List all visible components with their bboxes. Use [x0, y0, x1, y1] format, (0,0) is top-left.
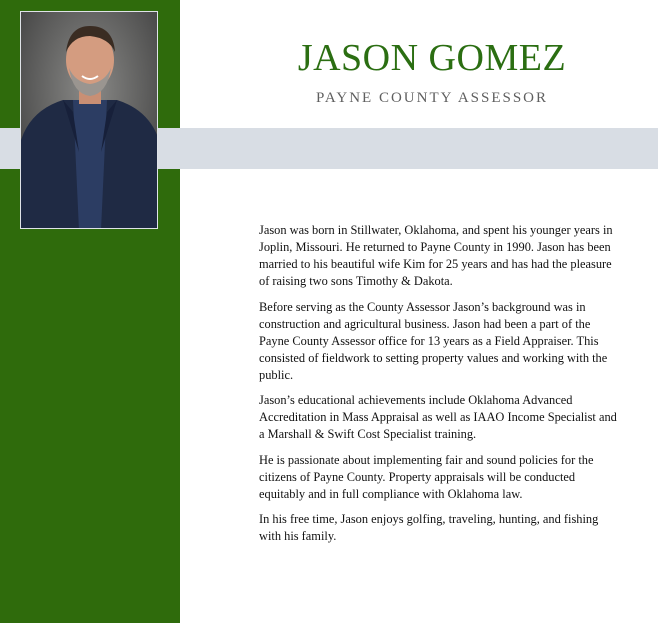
bio-paragraph: He is passionate about implementing fair and sound policies for the citizens of Payne County. Property appraisals will be conducted equitably and in full compliance with Oklahoma law. [259, 452, 594, 501]
bio-paragraph: Before serving as the County Assessor Jason’s background was in construction and agricultural business. Jason had been a part of the Payne County Assessor office for 13 years as a Field Appraiser. This consisted of fieldwork to setting property values and working with the public. [259, 299, 608, 382]
bio-paragraph: Jason’s educational achievements include Oklahoma Advanced Accreditation in Mass Appraisal as well as IAAO Income Specialist and a Marshall & Swift Cost Specialist training. [259, 393, 617, 441]
bio-paragraph: In his free time, Jason enjoys golfing, traveling, hunting, and fishing with his family. [259, 512, 599, 543]
bio-paragraph: Jason was born in Stillwater, Oklahoma, and spent his younger years in Joplin, Missouri. He returned to Payne County in 1990. Jason has been married to his beautiful wife Kim for 25 years and has had the pleasure of raising two sons Timothy & Dakota. [259, 223, 613, 288]
profile-photo [20, 11, 158, 229]
page-title: JASON GOMEZ [297, 37, 567, 79]
biography [259, 222, 619, 554]
job-title: PAYNE COUNTY ASSESSOR [315, 90, 549, 106]
